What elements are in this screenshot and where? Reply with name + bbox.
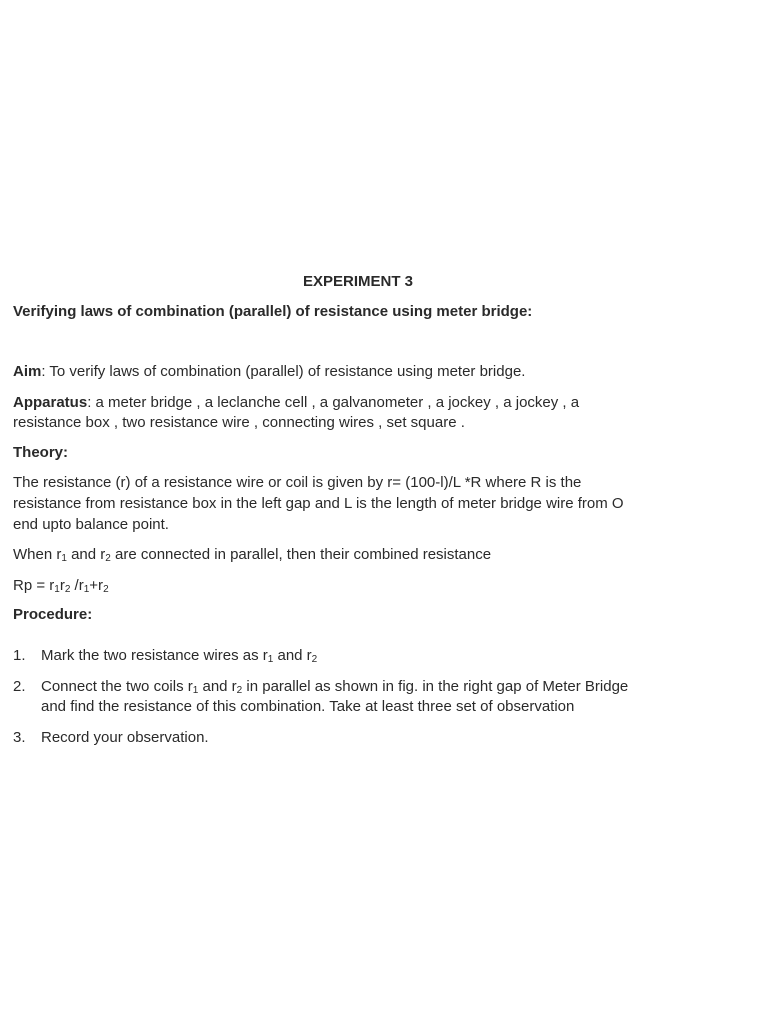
experiment-subtitle: Verifying laws of combination (parallel) of resistance using meter bridge:: [13, 303, 533, 320]
subscript: 1: [54, 584, 60, 595]
text-segment: and r: [66, 546, 106, 563]
apparatus-text-1: : a meter bridge , a leclanche cell , a galvanometer , a jockey , a jockey , a: [87, 394, 580, 411]
list-item-text: [41, 678, 628, 696]
list-number: 2.: [13, 678, 26, 695]
theory-formula: [13, 577, 109, 595]
list-number: 3.: [13, 729, 26, 746]
theory-parallel-statement: [13, 546, 491, 564]
theory-line-3: end upto balance point.: [13, 516, 169, 533]
aim-label: Aim: [13, 363, 42, 380]
theory-line-1: The resistance (r) of a resistance wire or coil is given by r= (100-l)/L *R where R is the: [13, 474, 582, 491]
list-number: 1.: [13, 647, 26, 664]
aim-text: : To verify laws of combination (parallel) of resistance using meter bridge.: [41, 363, 526, 380]
text-segment: in parallel as shown in fig. in the right gap of Meter Bridge: [242, 678, 629, 695]
subscript: 1: [83, 584, 90, 595]
apparatus-label: Apparatus: [13, 394, 88, 411]
procedure-heading: Procedure:: [13, 606, 93, 623]
experiment-title: EXPERIMENT 3: [302, 273, 414, 290]
subscript: 2: [103, 584, 109, 595]
text-segment: are connected in parallel, then their combined resistance: [110, 546, 492, 563]
text-segment: +r: [89, 577, 104, 594]
list-item-text-line-2: and find the resistance of this combination. Take at least three set of observation: [41, 698, 575, 715]
subscript: 2: [105, 553, 111, 564]
list-item-text: [41, 647, 317, 665]
list-item-text: Record your observation.: [41, 729, 209, 746]
theory-heading: Theory:: [13, 444, 69, 461]
subscript: 1: [192, 685, 199, 696]
text-segment: Rp = r: [13, 577, 55, 594]
text-segment: When r: [13, 546, 62, 563]
text-segment: Mark the two resistance wires as r: [41, 647, 268, 664]
subscript: 1: [61, 553, 67, 564]
subscript: 1: [267, 654, 274, 665]
apparatus-line-1: [13, 394, 579, 412]
subscript: 2: [236, 685, 243, 696]
text-segment: Connect the two coils r: [41, 678, 193, 695]
text-segment: /r: [70, 577, 84, 594]
subscript: 2: [64, 584, 71, 595]
text-segment: r: [59, 577, 65, 594]
apparatus-line-2: resistance box , two resistance wire , connecting wires , set square .: [13, 414, 465, 431]
text-segment: and r: [273, 647, 312, 664]
theory-line-2: resistance from resistance box in the left gap and L is the length of meter bridge wire from O: [13, 495, 624, 512]
subscript: 2: [311, 654, 318, 665]
aim-paragraph: [13, 363, 525, 381]
text-segment: and r: [198, 678, 237, 695]
